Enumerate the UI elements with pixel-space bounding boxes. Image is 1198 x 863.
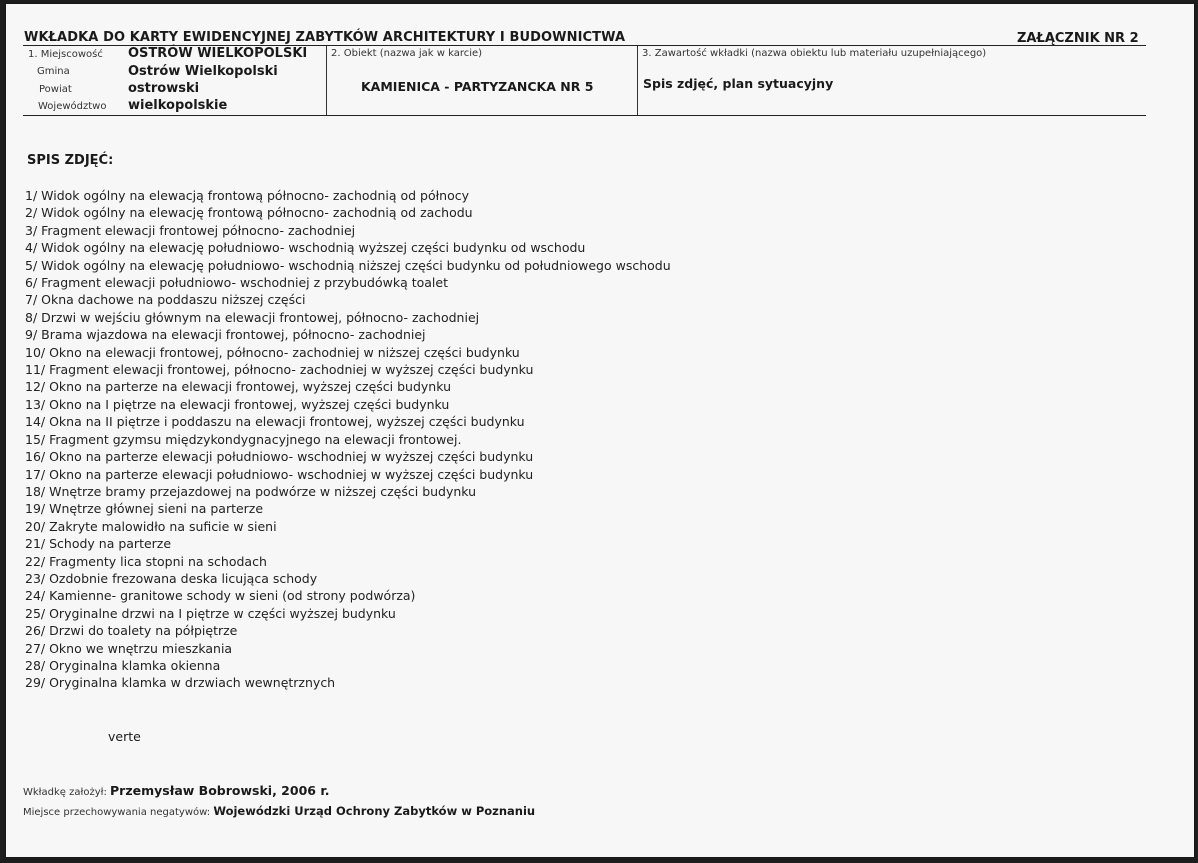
object-label: 2. Obiekt (nazwa jak w karcie) <box>331 48 483 59</box>
list-item: 8/ Drzwi w wejściu głównym na elewacji frontowej, północno- zachodniej <box>25 309 480 325</box>
list-item: 2/ Widok ogólny na elewację frontową północno- zachodnią od zachodu <box>25 205 473 221</box>
gmina-label: Gmina <box>37 66 70 77</box>
photo-list <box>25 187 671 692</box>
powiat-value: ostrowski <box>128 81 200 96</box>
list-item: 22/ Fragmenty lica stopni na schodach <box>25 553 267 569</box>
document-title: WKŁADKA DO KARTY EWIDENCYJNEJ ZABYTKÓW ARCHITEKTURY I BUDOWNICTWA <box>24 30 626 45</box>
list-item: 23/ Ozdobnie frezowana deska licująca schody <box>25 570 318 586</box>
list-item: 27/ Okno we wnętrzu mieszkania <box>25 640 233 656</box>
column-divider-2 <box>637 46 638 115</box>
document-sheet <box>6 4 1194 857</box>
contents-value: Spis zdjęć, plan sytuacyjny <box>643 76 834 91</box>
list-item: 15/ Fragment gzymsu międzykondygnacyjnego na elewacji frontowej. <box>25 431 462 447</box>
attachment-number: ZAŁĄCZNIK NR 2 <box>1017 31 1139 46</box>
storage-label: Miejsce przechowywania negatywów: <box>23 807 214 818</box>
list-item: 14/ Okna na II piętrze i poddaszu na elewacji frontowej, wyższej części budynku <box>25 414 525 430</box>
list-item: 16/ Okno na parterze elewacji południowo- wschodniej w wyższej części budynku <box>25 449 534 465</box>
list-item: 29/ Oryginalna klamka w drzwiach wewnętrznych <box>25 675 336 691</box>
wojewodztwo-label: Województwo <box>38 101 107 112</box>
list-item: 24/ Kamienne- granitowe schody w sieni (od strony podwórza) <box>25 588 416 604</box>
list-item: 6/ Fragment elewacji południowo- wschodniej z przybudówką toalet <box>25 275 448 291</box>
list-item: 10/ Okno na elewacji frontowej, północno- zachodniej w niższej części budynku <box>25 344 520 360</box>
wojewodztwo-value: wielkopolskie <box>128 98 228 113</box>
list-item: 1/ Widok ogólny na elewacją frontową północno- zachodnią od północy <box>25 188 470 203</box>
list-item: 7/ Okna dachowe na poddaszu niższej części <box>25 292 306 308</box>
gmina-value: Ostrów Wielkopolski <box>128 64 278 79</box>
list-item: 4/ Widok ogólny na elewację południowo- wschodnią wyższej części budynku od wschodu <box>25 240 586 256</box>
miejscowosc-value: OSTRÓW WIELKOPOLSKI <box>128 46 308 61</box>
object-value: KAMIENICA - PARTYZANCKA NR 5 <box>361 79 594 94</box>
header-rule-bottom <box>23 115 1146 116</box>
list-item: 5/ Widok ogólny na elewację południowo- wschodnią niższej części budynku od południowego wschodu <box>25 257 671 273</box>
storage-value: Wojewódzki Urząd Ochrony Zabytków w Poznaniu <box>213 804 536 818</box>
list-item: 11/ Fragment elewacji frontowej, północno- zachodniej w wyższej części budynku <box>25 362 534 378</box>
verte-note: verte <box>108 729 141 744</box>
list-item: 9/ Brama wjazdowa na elewacji frontowej, północno- zachodniej <box>25 327 426 343</box>
author-value: Przemysław Bobrowski, 2006 r. <box>110 783 330 798</box>
list-item: 26/ Drzwi do toalety na półpiętrze <box>25 623 238 639</box>
list-item: 21/ Schody na parterze <box>25 536 172 552</box>
storage-line <box>23 800 535 819</box>
list-item: 25/ Oryginalne drzwi na I piętrze w części wyższej budynku <box>25 605 396 621</box>
list-item: 17/ Okno na parterze elewacji południowo- wschodniej w wyższej części budynku <box>25 466 534 482</box>
author-label: Wkładkę założył: <box>23 787 111 798</box>
list-item: 20/ Zakryte malowidło na suficie w sieni <box>25 518 277 534</box>
list-item: 18/ Wnętrze bramy przejazdowej na podwórze w niższej części budynku <box>25 483 477 499</box>
list-item: 3/ Fragment elewacji frontowej północno- zachodniej <box>25 222 356 238</box>
list-item: 28/ Oryginalna klamka okienna <box>25 657 221 673</box>
photo-list-heading: SPIS ZDJĘĆ: <box>27 153 114 168</box>
author-line <box>23 780 329 799</box>
list-item: 19/ Wnętrze głównej sieni na parterze <box>25 501 264 517</box>
list-item: 12/ Okno na parterze na elewacji frontowej, wyższej części budynku <box>25 379 451 395</box>
column-divider-1 <box>326 46 327 115</box>
powiat-label: Powiat <box>39 84 72 95</box>
miejscowosc-label: 1. Miejscowość <box>28 49 103 60</box>
list-item: 13/ Okno na I piętrze na elewacji frontowej, wyższej części budynku <box>25 396 450 412</box>
contents-label: 3. Zawartość wkładki (nazwa obiektu lub materiału uzupełniającego) <box>642 48 987 59</box>
